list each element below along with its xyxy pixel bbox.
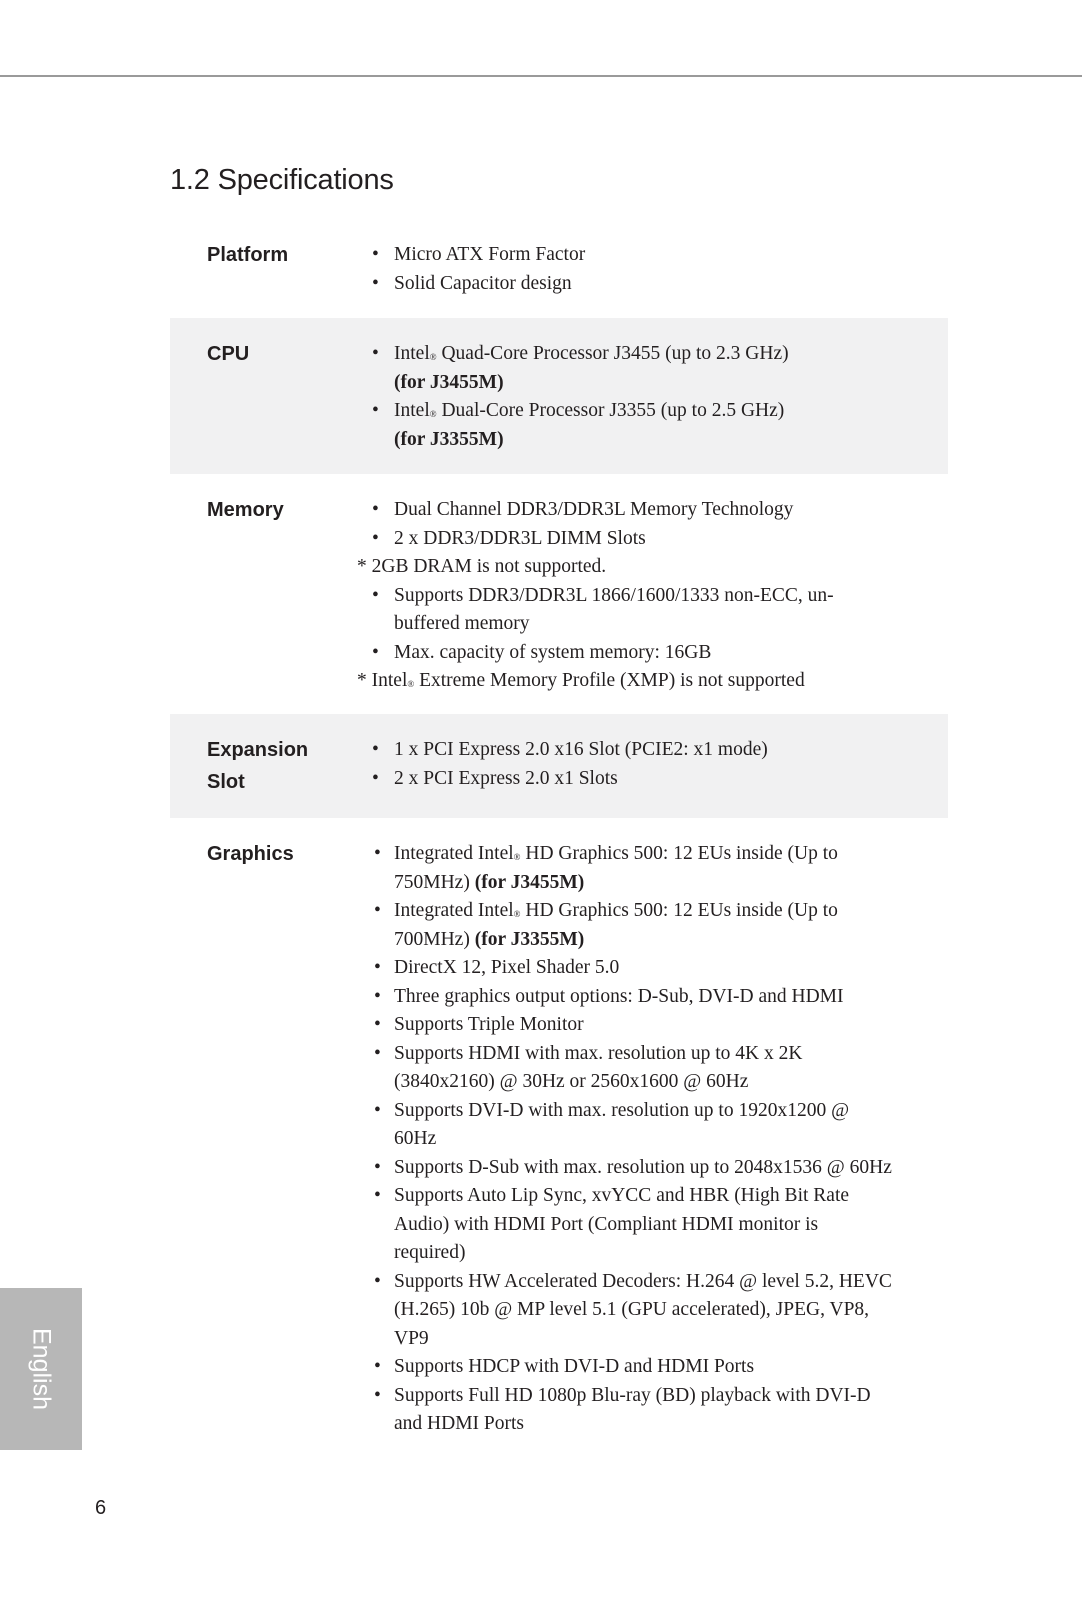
specifications-table <box>170 230 948 1478</box>
list-item: • Supports Triple Monitor <box>374 1014 584 1035</box>
spec-items-expansion-slot <box>364 714 948 793</box>
list-item: • Supports DDR3/DDR3L 1866/1600/1333 non-ECC, un-buffered memory <box>372 584 834 634</box>
list-item: • 2 x DDR3/DDR3L DIMM Slots <box>372 527 646 549</box>
list-item: • Intel® Dual-Core Processor J3355 (up to 2.5 GHz) (for J3355M) <box>372 400 785 450</box>
section-title: 1.2 Specifications <box>170 164 394 196</box>
list-item: • Integrated Intel® HD Graphics 500: 12 EUs inside (Up to 750MHz) (for J3455M) <box>374 843 838 893</box>
spec-label-expansion-slot: Expansion Slot <box>207 739 309 793</box>
list-item: • Supports Auto Lip Sync, xvYCC and HBR (High Bit Rate Audio) with HDMI Port (Compliant HDMI monitor is required) <box>374 1185 850 1263</box>
spec-row-cpu <box>170 318 948 474</box>
list-item: • Supports Full HD 1080p Blu-ray (BD) playback with DVI-D and HDMI Ports <box>374 1384 871 1434</box>
spec-items-cpu <box>364 318 948 454</box>
spec-row-graphics <box>170 818 948 1478</box>
memory-note: * 2GB DRAM is not supported. <box>357 556 607 577</box>
language-tab-label: English <box>27 1328 56 1410</box>
list-item: • Intel® Quad-Core Processor J3455 (up to 2.3 GHz) (for J3455M) <box>372 343 789 393</box>
spec-items-graphics <box>364 818 894 1439</box>
language-tab <box>0 1288 82 1450</box>
header-rule <box>0 75 1082 77</box>
page-number: 6 <box>95 1497 107 1519</box>
spec-row-expansion-slot <box>170 714 948 818</box>
list-item: • Max. capacity of system memory: 16GB <box>372 641 712 663</box>
spec-label-memory: Memory <box>207 499 284 521</box>
list-item: • Dual Channel DDR3/DDR3L Memory Technology <box>372 499 794 520</box>
spec-label-graphics: Graphics <box>207 843 294 865</box>
list-item: • Supports D-Sub with max. resolution up to 2048x1536 @ 60Hz <box>374 1156 892 1178</box>
list-item: • Supports HDCP with DVI-D and HDMI Ports <box>374 1356 755 1377</box>
list-item: • 1 x PCI Express 2.0 x16 Slot (PCIE2: x1 mode) <box>372 739 768 760</box>
spec-row-memory <box>170 474 948 714</box>
spec-label-cpu: CPU <box>207 343 250 365</box>
spec-label-platform: Platform <box>207 244 289 266</box>
spec-items-platform <box>364 230 948 298</box>
list-item: • 2 x PCI Express 2.0 x1 Slots <box>372 767 618 789</box>
list-item: • Micro ATX Form Factor <box>372 244 586 265</box>
list-item: • Integrated Intel® HD Graphics 500: 12 EUs inside (Up to 700MHz) (for J3355M) <box>374 900 838 950</box>
list-item: • Supports HDMI with max. resolution up to 4K x 2K (3840x2160) @ 30Hz or 2560x1600 @ 60Hz <box>374 1042 803 1092</box>
list-item: • Three graphics output options: D-Sub, DVI-D and HDMI <box>374 985 844 1007</box>
list-item: • Supports HW Accelerated Decoders: H.264 @ level 5.2, HEVC (H.265) 10b @ MP level 5.1 (GPU accelerated), JPEG, VP8, VP9 <box>374 1270 892 1349</box>
spec-items-memory <box>357 474 948 696</box>
list-item: • DirectX 12, Pixel Shader 5.0 <box>374 957 620 978</box>
list-item: • Solid Capacitor design <box>372 272 572 294</box>
memory-note: * Intel® Extreme Memory Profile (XMP) is not supported <box>357 670 805 691</box>
spec-row-platform <box>170 230 948 318</box>
list-item: • Supports DVI-D with max. resolution up to 1920x1200 @ 60Hz <box>374 1099 850 1149</box>
